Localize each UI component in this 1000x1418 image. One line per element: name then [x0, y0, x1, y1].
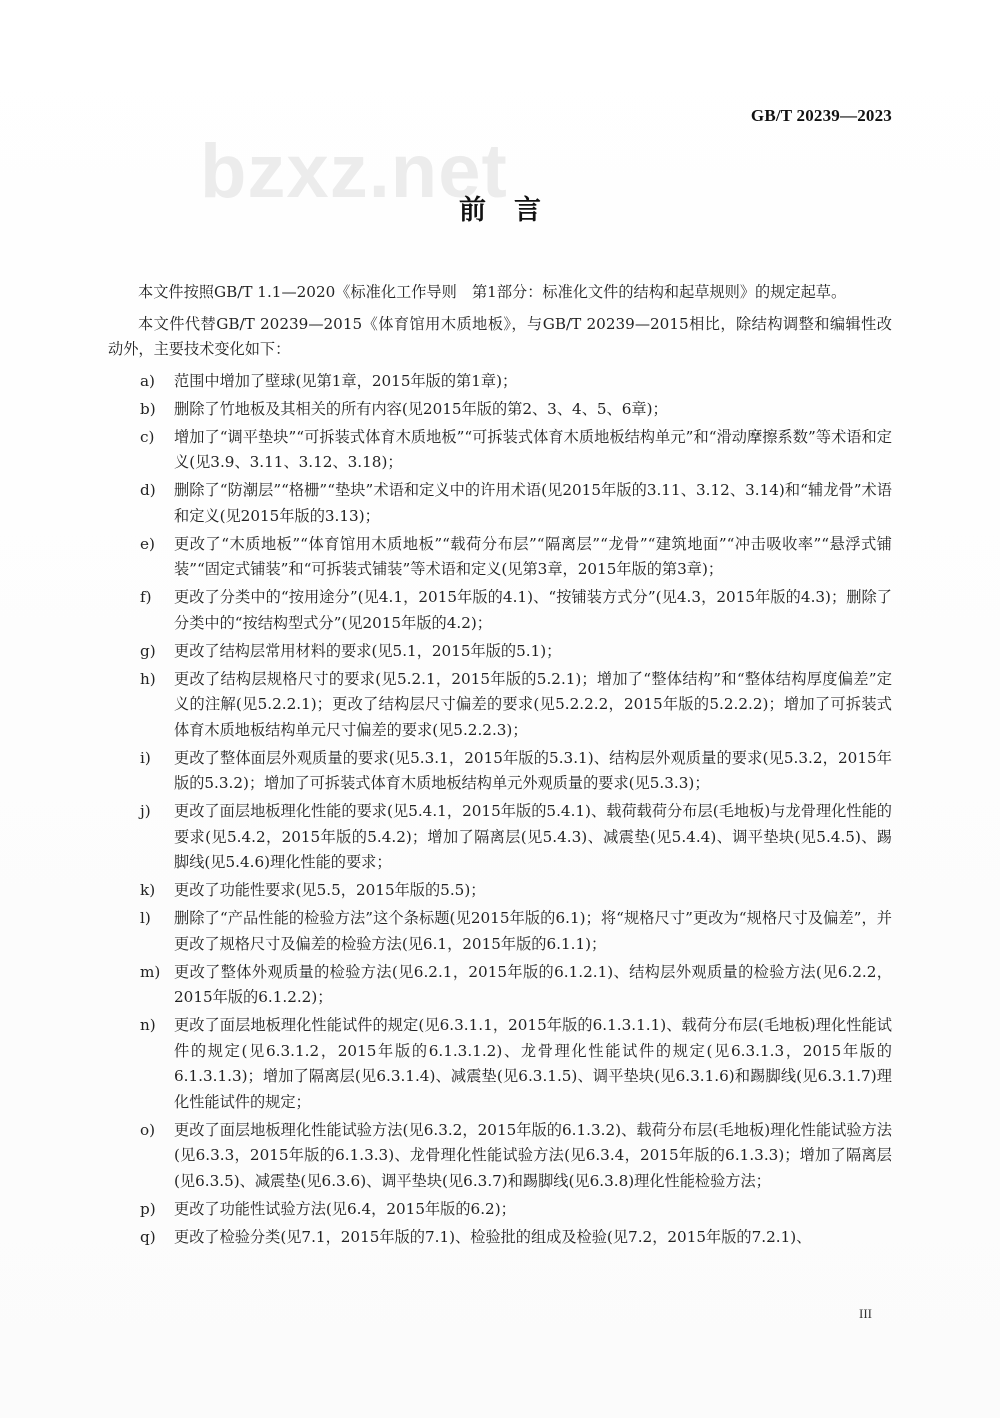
list-item-text: 更改了检验分类(见7.1，2015年版的7.1)、检验批的组成及检验(见7.2，2015年版的7.2.1)、 [174, 1227, 812, 1246]
list-item [108, 639, 892, 665]
list-item [108, 1197, 892, 1223]
list-item-label: m) [140, 962, 161, 981]
list-item-text: 更改了整体外观质量的检验方法(见6.2.1，2015年版的6.1.2.1)、结构层外观质量的检验方法(见6.2.2，2015年版的6.1.2.2)； [174, 962, 892, 1006]
list-item-label: c) [140, 427, 155, 446]
list-item-label: f) [140, 588, 152, 606]
watermark: bzxz.net [200, 129, 508, 214]
list-item-label: a) [140, 371, 155, 390]
list-item-label: o) [140, 1120, 156, 1139]
list-item-label: d) [140, 481, 156, 499]
list-item-label: p) [140, 1199, 156, 1218]
list-item-text: 删除了“防潮层”“格栅”“垫块”术语和定义中的许用术语(见2015年版的3.11、3.12、3.14)和“辅龙骨”术语和定义(见2015年版的3.13)； [174, 481, 892, 525]
page-number: III [859, 1306, 872, 1321]
page-title: 前言 [459, 195, 569, 226]
list-item-label: b) [140, 399, 156, 418]
list-item-label: g) [140, 641, 156, 660]
list-item-text: 更改了整体面层外观质量的要求(见5.3.1，2015年版的5.3.1)、结构层外观质量的要求(见5.3.2，2015年版的5.3.2)；增加了可拆装式体育木质地板结构单元外观质量的要求(见5.3.3)； [174, 748, 892, 792]
list-item-text: 更改了结构层规格尺寸的要求(见5.2.1，2015年版的5.2.1)；增加了“整体结构”和“整体结构厚度偏差”定义的注解(见5.2.2.1)；更改了结构层尺寸偏差的要求(见5.2.2.2，2015年版的5.2.2.2)；增加了可拆装式体育木质地板结构单元尺寸偏差的要求(见5.2.2.3)； [174, 669, 892, 739]
list-item [108, 746, 892, 797]
paragraph: 本文件代替GB/T 20239—2015《体育馆用木质地板》，与GB/T 20239—2015相比，除结构调整和编辑性改动外，主要技术变化如下： [108, 314, 892, 358]
list-item-text: 更改了功能性试验方法(见6.4，2015年版的6.2)； [174, 1199, 516, 1218]
list-item-text: 更改了功能性要求(见5.5，2015年版的5.5)； [174, 881, 486, 899]
list-item [108, 667, 892, 744]
list-item-text: 增加了“调平垫块”“可拆装式体育木质地板”“可拆装式体育木质地板结构单元”和“滑动摩擦系数”等术语和定义(见3.9、3.11、3.12、3.18)； [174, 427, 892, 471]
list-item-text: 更改了分类中的“按用途分”(见4.1，2015年版的4.1)、“按铺装方式分”(见4.3，2015年版的4.3)；删除了分类中的“按结构型式分”(见2015年版的4.2)； [174, 588, 892, 632]
list-item-text: 范围中增加了壁球(见第1章，2015年版的第1章)； [174, 371, 518, 390]
list-item [108, 1013, 892, 1115]
list-item-text: 删除了竹地板及其相关的所有内容(见2015年版的第2、3、4、5、6章)； [174, 399, 668, 418]
list-item-label: e) [140, 534, 155, 553]
list-item [108, 369, 892, 395]
list-item [108, 906, 892, 957]
list-item-text: 更改了面层地板理化性能试验方法(见6.3.2，2015年版的6.1.3.2)、载荷分布层(毛地板)理化性能试验方法(见6.3.3，2015年版的6.1.3.3)、龙骨理化性能试验方法(见6.3.4，2015年版的6.1.3.3)；增加了隔离层(见6.3.5)、减震垫(见6.3.6)、调平垫块(见6.3.7)和踢脚线(见6.3.8)理化性能检验方法； [174, 1120, 892, 1190]
list-item [108, 960, 892, 1011]
list-item-label: n) [140, 1016, 156, 1034]
document-body [108, 280, 892, 1253]
list-item [108, 397, 892, 423]
list-item [108, 799, 892, 876]
list-item-text: 更改了面层地板理化性能试件的规定(见6.3.1.1，2015年版的6.1.3.1.1)、载荷分布层(毛地板)理化性能试件的规定(见6.3.1.2，2015年版的6.1.3.1.2)、龙骨理化性能试件的规定(见6.3.1.3，2015年版的6.1.3.1.3)；增加了隔离层(见6.3.1.4)、减震垫(见6.3.1.5)、调平垫块(见6.3.1.6)和踢脚线(见6.3.1.7)理化性能试件的规定； [174, 1016, 892, 1111]
list-item-text: 更改了结构层常用材料的要求(见5.1，2015年版的5.1)； [174, 641, 562, 660]
list-item-label: l) [140, 909, 151, 927]
list-item [108, 532, 892, 583]
paragraph: 本文件按照GB/T 1.1—2020《标准化工作导则 第1部分：标准化文件的结构和起草规则》的规定起草。 [138, 283, 847, 301]
list-item-label: i) [140, 748, 151, 767]
list-item [108, 585, 892, 636]
list-item-text: 更改了面层地板理化性能的要求(见5.4.1，2015年版的5.4.1)、载荷载荷分布层(毛地板)与龙骨理化性能的要求(见5.4.2，2015年版的5.4.2)；增加了隔离层(见5.4.3)、减震垫(见5.4.4)、调平垫块(见5.4.5)、踢脚线(见5.4.6)理化性能的要求； [174, 802, 892, 871]
list-item-text: 更改了“木质地板”“体育馆用木质地板”“载荷分布层”“隔离层”“龙骨”“建筑地面”“冲击吸收率”“悬浮式铺装”“固定式铺装”和“可拆装式铺装”等术语和定义(见第3章，2015年版的第3章)； [174, 534, 892, 578]
list-item-text: 删除了“产品性能的检验方法”这个条标题(见2015年版的6.1)；将“规格尺寸”更改为“规格尺寸及偏差”，并更改了规格尺寸及偏差的检验方法(见6.1，2015年版的6.1.1)； [174, 909, 892, 953]
standard-code: GB/T 20239—2023 [750, 106, 892, 125]
list-item [108, 478, 892, 529]
list-item-label: q) [140, 1227, 156, 1246]
list-item [108, 878, 892, 904]
list-item [108, 425, 892, 476]
list-item-label: h) [140, 669, 156, 688]
list-item-label: k) [140, 881, 156, 899]
list-item [108, 1118, 892, 1195]
list-item [108, 1225, 892, 1251]
list-item-label: j) [140, 802, 151, 820]
